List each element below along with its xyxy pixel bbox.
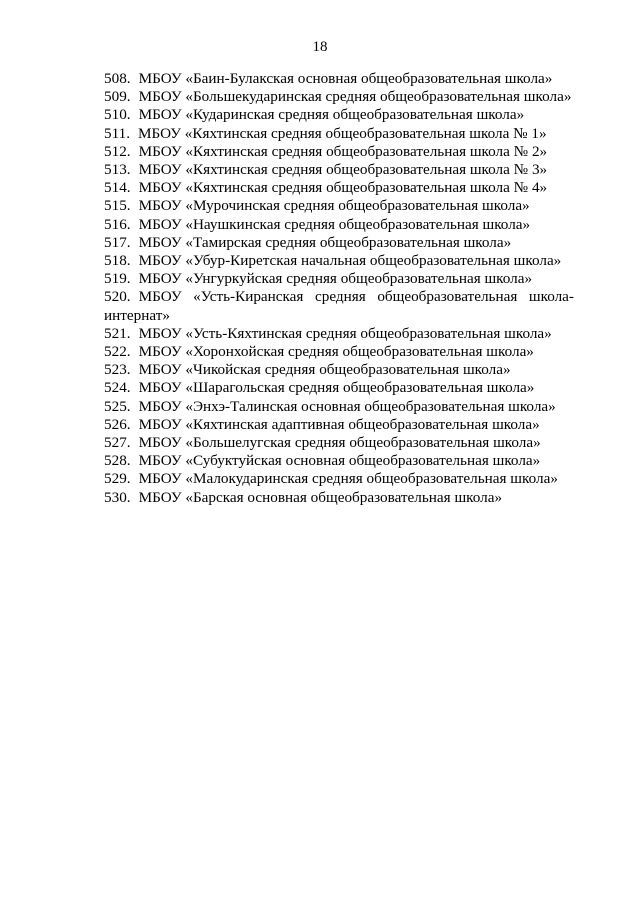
item-number: 530. [104,488,131,506]
item-number: 509. [104,88,131,106]
list-item [104,125,574,143]
item-text: МБОУ «Чикойская средняя общеобразовательная школа» [138,361,511,379]
item-text: МБОУ «Унгуркуйская средняя общеобразовательная школа» [138,270,533,288]
page-number: 18 [312,39,328,55]
list-item [104,234,574,252]
item-number: 526. [104,415,131,433]
list-item [104,379,574,397]
list-item [104,288,574,324]
item-number: 512. [104,142,131,160]
list-item [104,270,574,288]
item-text: МБОУ «Шарагольская средняя общеобразовательная школа» [138,379,535,397]
item-number: 527. [104,434,131,452]
list-item [104,252,574,270]
item-text: МБОУ «Кяхтинская средняя общеобразовательная школа № 4» [138,179,548,197]
item-number: 508. [104,70,131,87]
item-text: МБОУ «Тамирская средняя общеобразовательная школа» [138,233,512,251]
item-text: МБОУ «Субуктуйская основная общеобразовательная школа» [138,452,541,470]
list-item [104,398,574,416]
item-text: МБОУ «Большекударинская средняя общеобразовательная школа» [138,88,572,106]
item-number: 513. [104,161,131,179]
item-text: МБОУ «Наушкинская средняя общеобразовательная школа» [138,215,531,233]
item-number: 516. [104,215,131,233]
item-number: 529. [104,470,131,488]
item-number: 520. [104,288,131,306]
item-number: 511. [104,124,131,142]
list-item [104,325,574,343]
item-number: 528. [104,452,131,470]
list-item [104,361,574,379]
item-number: 517. [104,233,131,251]
list-item [104,88,574,106]
item-number: 524. [104,379,131,397]
list-item [104,216,574,234]
item-number: 518. [104,252,131,270]
item-number: 521. [104,324,131,342]
item-text: МБОУ «Малокударинская средняя общеобразовательная школа» [138,470,558,488]
list-item [104,143,574,161]
item-number: 515. [104,197,131,215]
item-text: МБОУ «Мурочинская средняя общеобразовательная школа» [138,197,530,215]
list-item [104,452,574,470]
item-text: МБОУ «Кяхтинская средняя общеобразовательная школа № 1» [138,124,547,142]
list-item [104,106,574,124]
item-text: МБОУ «Барская основная общеобразовательная школа» [138,488,503,506]
item-text: МБОУ «Хоронхойская средняя общеобразовательная школа» [138,343,534,361]
item-text: МБОУ «Убур-Киретская начальная общеобразовательная школа» [138,252,562,270]
list-item [104,161,574,179]
item-text: МБОУ «Усть-Киранская средняя общеобразовательная школа-интернат» [104,288,574,324]
list-item [104,470,574,488]
item-number: 514. [104,179,131,197]
list-item [104,416,574,434]
item-number: 510. [104,106,131,124]
item-text: МБОУ «Энхэ-Талинская основная общеобразовательная школа» [138,397,556,415]
list-item [104,70,574,88]
school-list [104,70,574,507]
list-item [104,489,574,507]
item-text: МБОУ «Кяхтинская адаптивная общеобразовательная школа» [138,415,540,433]
list-item [104,434,574,452]
item-text: МБОУ «Кударинская средняя общеобразовательная школа» [138,106,525,124]
list-item [104,343,574,361]
item-text: МБОУ «Баин-Булакская основная общеобразовательная школа» [138,70,553,87]
list-item [104,179,574,197]
list-item [104,197,574,215]
item-number: 525. [104,397,131,415]
item-number: 523. [104,361,131,379]
item-text: МБОУ «Кяхтинская средняя общеобразовательная школа № 2» [138,142,548,160]
item-number: 519. [104,270,131,288]
item-text: МБОУ «Большелугская средняя общеобразовательная школа» [138,434,541,452]
item-number: 522. [104,343,131,361]
item-text: МБОУ «Усть-Кяхтинская средняя общеобразовательная школа» [138,324,552,342]
item-text: МБОУ «Кяхтинская средняя общеобразовательная школа № 3» [138,161,548,179]
